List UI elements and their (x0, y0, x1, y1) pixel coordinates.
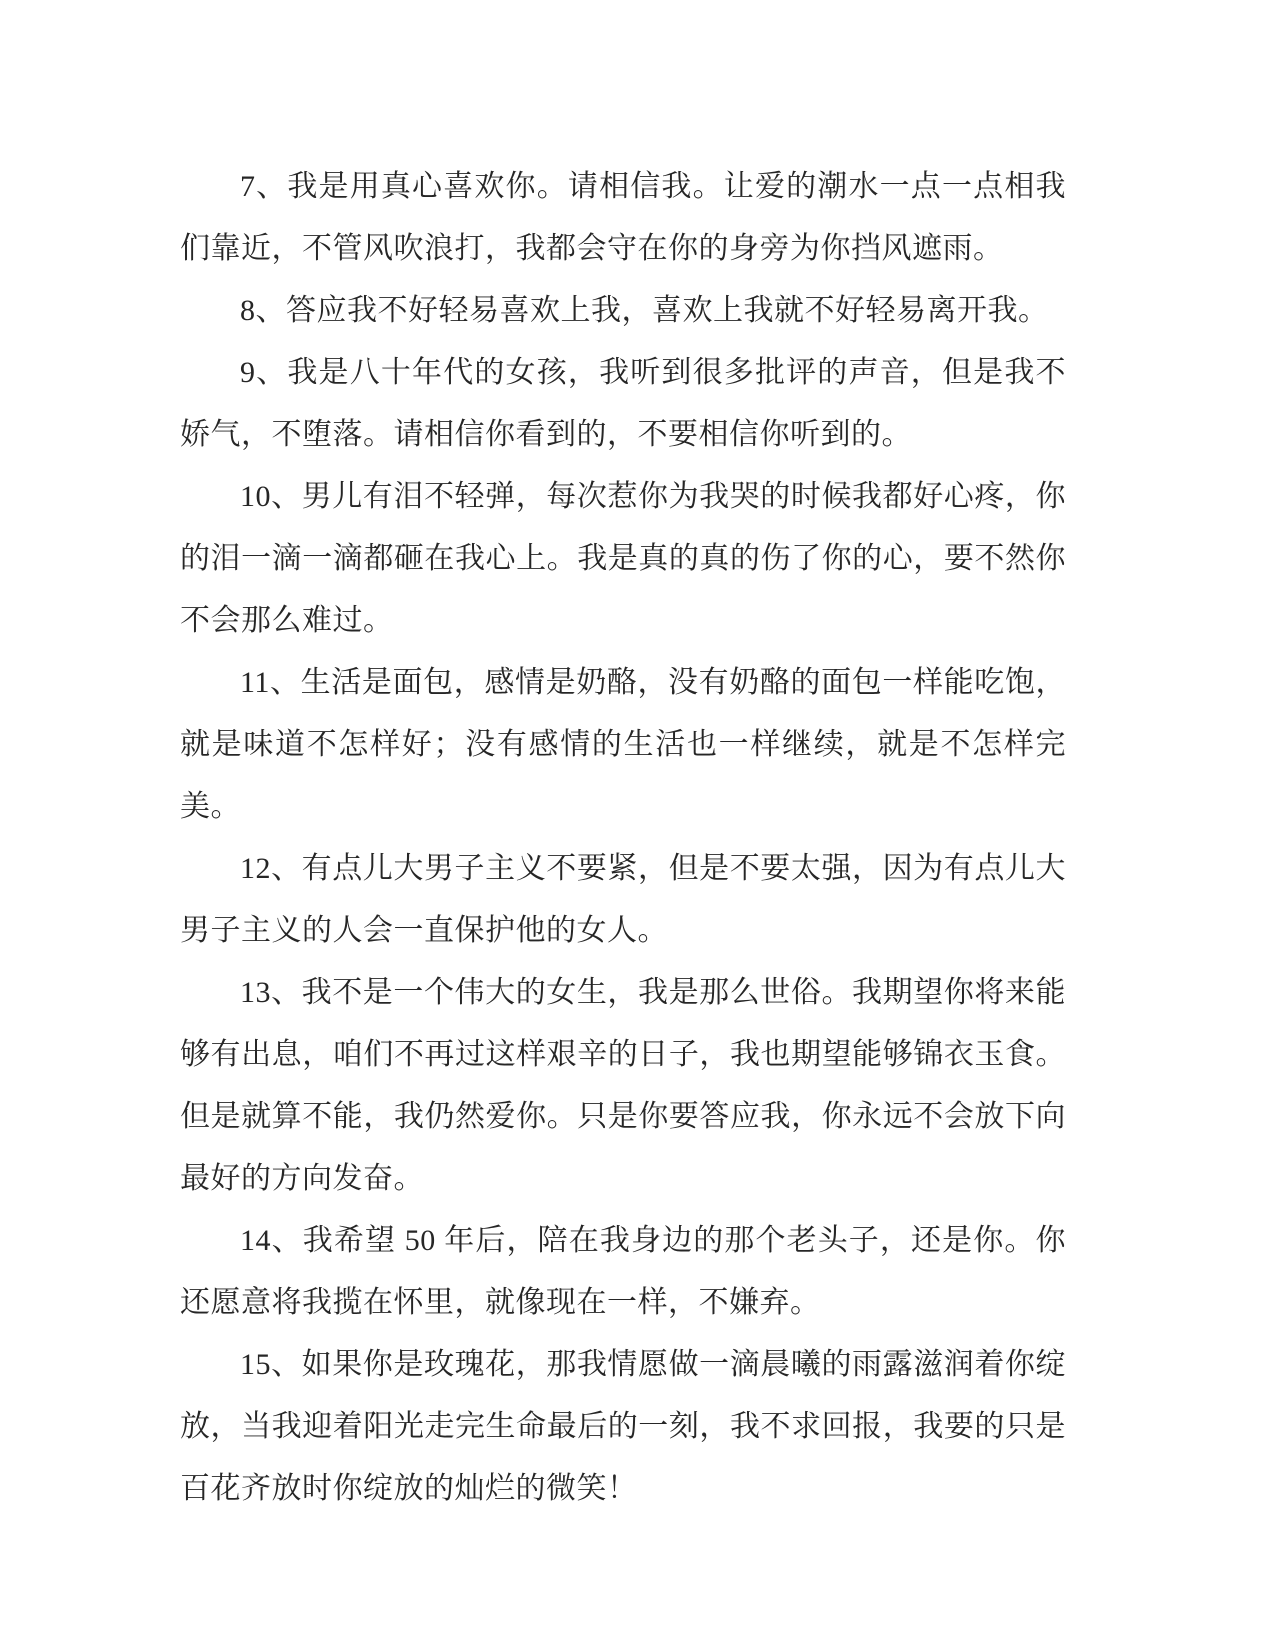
paragraph-quote-12: 12、有点儿大男子主义不要紧，但是不要太强，因为有点儿大男子主义的人会一直保护他的女人。 (180, 852, 1066, 947)
paragraph-quote-11: 11、生活是面包，感情是奶酪，没有奶酪的面包一样能吃饱，就是味道不怎样好；没有感情的生活也一样继续，就是不怎样完美。 (180, 666, 1066, 823)
paragraph-quote-15: 15、如果你是玫瑰花，那我情愿做一滴晨曦的雨露滋润着你绽放，当我迎着阳光走完生命最后的一刻，我不求回报，我要的只是百花齐放时你绽放的灿烂的微笑！ (180, 1348, 1066, 1505)
paragraph-quote-10: 10、男儿有泪不轻弹，每次惹你为我哭的时候我都好心疼，你的泪一滴一滴都砸在我心上。我是真的真的伤了你的心，要不然你不会那么难过。 (180, 480, 1066, 637)
paragraph-quote-8: 8、答应我不好轻易喜欢上我，喜欢上我就不好轻易离开我。 (240, 294, 1049, 327)
paragraph-quote-13: 13、我不是一个伟大的女生，我是那么世俗。我期望你将来能够有出息，咱们不再过这样艰辛的日子，我也期望能够锦衣玉食。但是就算不能，我仍然爱你。只是你要答应我，你永远不会放下向最好的方向发奋。 (180, 976, 1066, 1195)
paragraph-quote-9: 9、我是八十年代的女孩，我听到很多批评的声音，但是我不娇气，不堕落。请相信你看到的，不要相信你听到的。 (180, 356, 1066, 451)
document-body (180, 156, 1066, 1520)
paragraph-quote-14: 14、我希望 50 年后，陪在我身边的那个老头子，还是你。你还愿意将我揽在怀里，就像现在一样，不嫌弃。 (180, 1224, 1066, 1319)
paragraph-quote-7: 7、我是用真心喜欢你。请相信我。让爱的潮水一点一点相我们靠近，不管风吹浪打，我都会守在你的身旁为你挡风遮雨。 (180, 170, 1066, 265)
